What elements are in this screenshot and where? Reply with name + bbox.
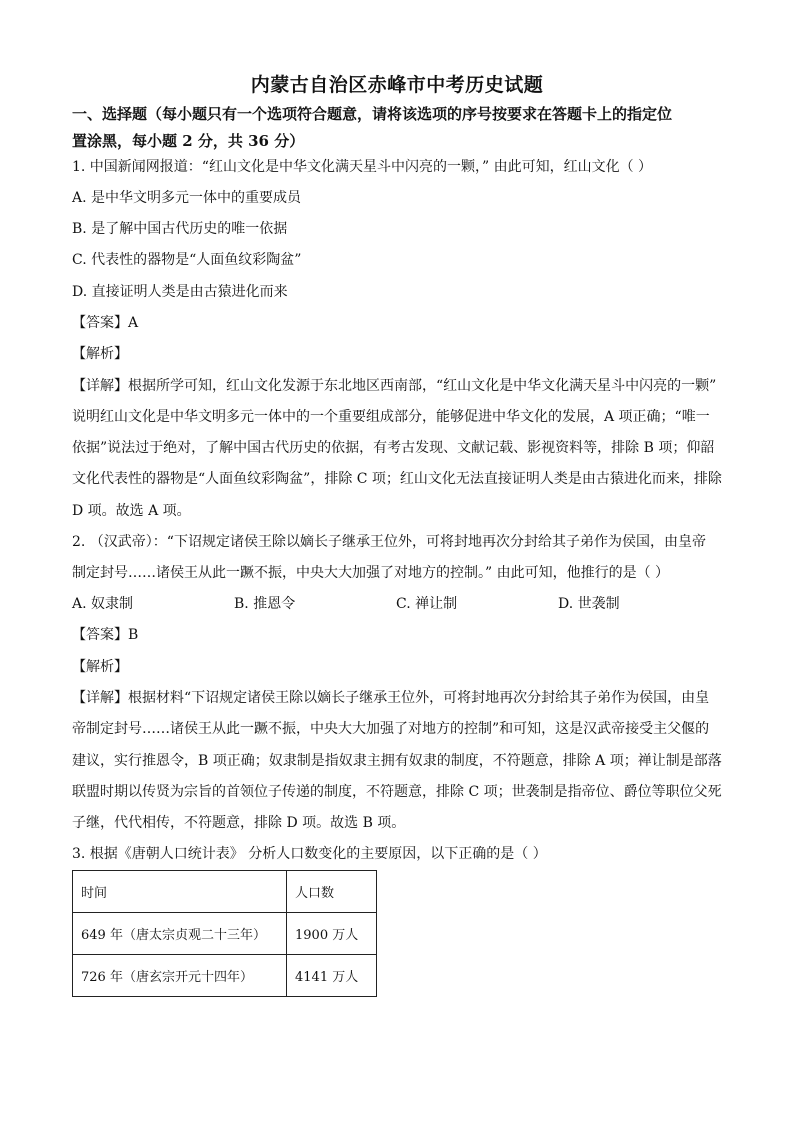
q1-option-a: A. 是中华文明多元一体中的重要成员 [72,190,302,206]
table-cell: 649 年（唐太宗贞观二十三年） [73,913,287,955]
q1-analysis-label: 【解析】 [72,346,128,362]
q2-stem-line: 制定封号……诸侯王从此一蹶不振，中央大大加强了对地方的控制。” 由此可知，他推行的是（ ） [72,565,670,581]
table-cell: 1900 万人 [287,913,377,955]
q1-stem: 1. 中国新闻网报道：“红山文化是中华文化满天星斗中闪亮的一颗，” 由此可知，红山文化（ ） [72,159,653,175]
q2-option-b: B. 推恩令 [234,596,296,612]
section-heading-line-2: 置涂黑，每小题 2 分，共 36 分） [72,132,305,150]
q2-option-c: C. 禅让制 [396,596,458,612]
table-row [73,913,377,955]
q2-detail-line: 帝制定封号……诸侯王从此一蹶不振，中央大大加强了对地方的控制”和可知，这是汉武帝接受主父偃的 [72,721,710,737]
q2-stem-line: 2. （汉武帝）：“下诏规定诸侯王除以嫡长子继承王位外，可将封地再次分封给其子弟作为侯国，由皇帝 [72,534,706,550]
q2-answer: 【答案】B [72,627,139,643]
table-header-cell: 人口数 [287,871,377,913]
table-row [73,955,377,997]
q1-answer: 【答案】A [72,315,139,331]
q1-detail-line: 依据”说法过于绝对，了解中国古代历史的依据，有考古发现、文献记载、影视资料等，排除 B 项；仰韶 [72,440,715,456]
q2-detail-line: 子继，代代相传，不符题意，排除 D 项。故选 B 项。 [72,815,406,831]
table-header-row [73,871,377,913]
population-table [72,870,377,997]
q1-option-b: B. 是了解中国古代历史的唯一依据 [72,221,288,237]
q1-detail-line: 说明红山文化是中华文明多元一体中的一个重要组成部分，能够促进中华文化的发展，A 项正确；“唯一 [72,409,710,425]
table-header-cell: 时间 [73,871,287,913]
q2-option-a: A. 奴隶制 [72,596,134,612]
q1-detail-line: D 项。故选 A 项。 [72,503,191,519]
q2-option-d: D. 世袭制 [558,596,620,612]
section-heading-line-1: 一、选择题（每小题只有一个选项符合题意，请将该选项的序号按要求在答题卡上的指定位 [72,105,673,123]
q1-detail-line: 文化代表性的器物是“人面鱼纹彩陶盆”，排除 C 项；红山文化无法直接证明人类是由古猿进化而来，排除 [72,471,722,487]
q3-stem: 3. 根据《唐朝人口统计表》 分析人口数变化的主要原因，以下正确的是（ ） [72,846,547,862]
q2-analysis-label: 【解析】 [72,659,128,675]
table-cell: 726 年（唐玄宗开元十四年） [73,955,287,997]
table-cell: 4141 万人 [287,955,377,997]
page-title: 内蒙古自治区赤峰市中考历史试题 [250,74,544,96]
q1-detail-line: 【详解】根据所学可知，红山文化发源于东北地区西南部，“红山文化是中华文化满天星斗中闪亮的一颗” [72,378,717,394]
q1-option-d: D. 直接证明人类是由古猿进化而来 [72,284,288,300]
q2-detail-line: 建议，实行推恩令，B 项正确；奴隶制是指奴隶主拥有奴隶的制度，不符题意，排除 A 项；禅让制是部落 [72,753,722,769]
q2-detail-line: 【详解】根据材料“下诏规定诸侯王除以嫡长子继承王位外，可将封地再次分封给其子弟作为侯国，由皇 [72,690,710,706]
q2-detail-line: 联盟时期以传贤为宗旨的首领位子传递的制度，不符题意，排除 C 项；世袭制是指帝位、爵位等职位父死 [72,784,722,800]
q1-option-c: C. 代表性的器物是“人面鱼纹彩陶盆” [72,252,302,268]
